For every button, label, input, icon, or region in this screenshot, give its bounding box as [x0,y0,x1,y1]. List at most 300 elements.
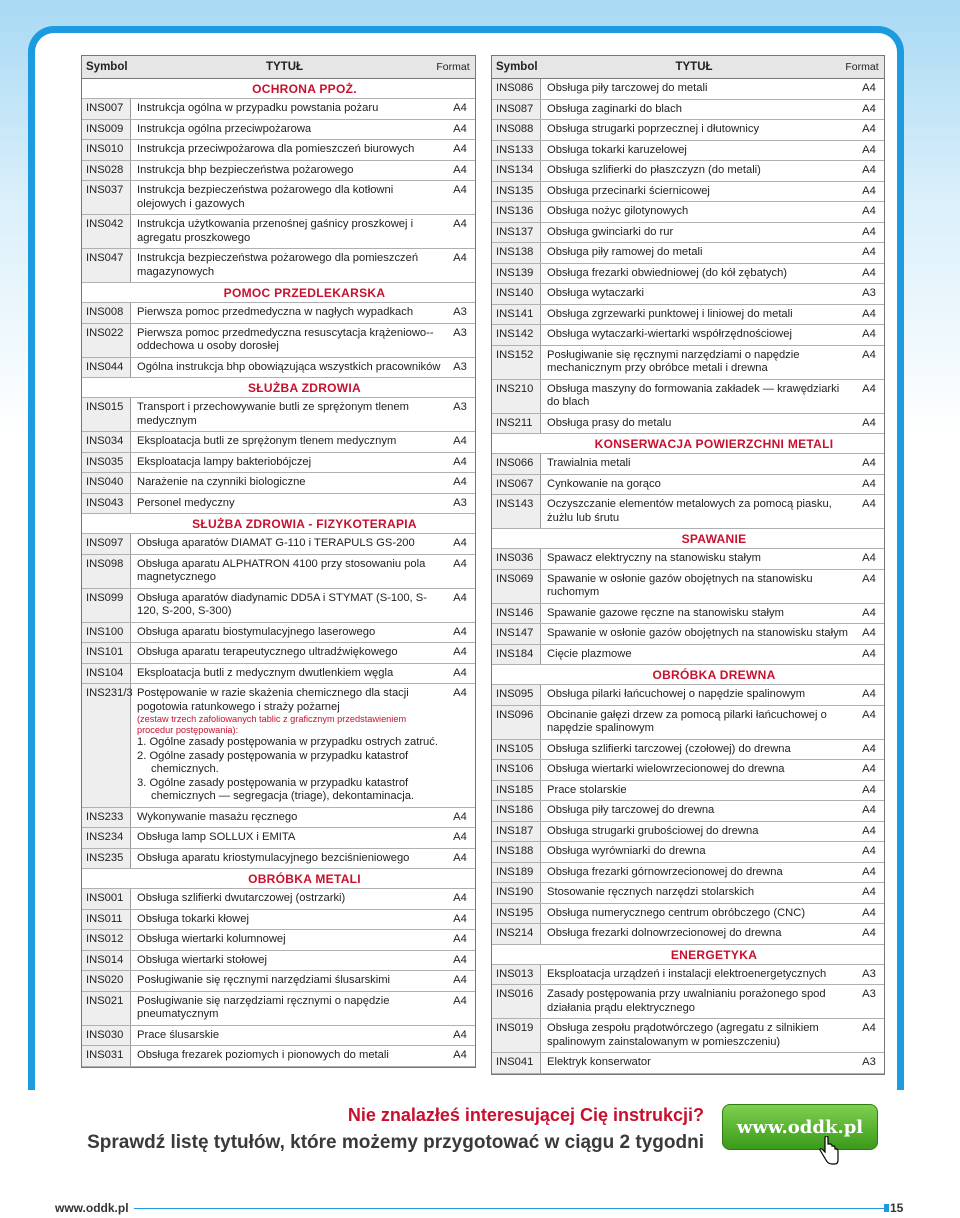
symbol-cell: INS069 [492,570,541,603]
format-cell: A4 [862,647,876,660]
header-symbol: Symbol [496,61,538,73]
title-text: Obsługa strugarki grubościowej do drewna [547,824,759,837]
table-row [492,985,884,1019]
format-cell: A3 [453,326,467,339]
table-row [492,822,884,843]
title-text: Obsługa wyrówniarki do drewna [547,845,706,857]
table-row [82,808,475,829]
symbol-cell: INS015 [82,398,131,431]
title-text: Spawanie w osłonie gazów obojętnych na stanowisku stałym [547,627,848,639]
table-body [82,79,475,1067]
table-row [82,971,475,992]
title-cell [541,414,854,434]
title-text: Obsługa aparatu ALPHATRON 4100 przy stosowaniu pola magnetycznego [137,557,426,583]
title-text: Obsługa nożyc gilotynowych [547,205,689,217]
format-cell: A4 [453,625,467,638]
title-cell [541,985,854,1018]
title-cell [541,760,854,780]
title-text: Obsługa maszyny do formowania zakładek — krawędziarki do blach [547,382,840,408]
table-row [492,624,884,645]
format-cell: A4 [862,783,876,796]
table-row [492,685,884,706]
format-cell: A3 [453,496,467,509]
symbol-cell: INS136 [492,202,541,222]
symbol-cell: INS007 [82,99,131,119]
title-cell [541,79,854,99]
title-cell [131,910,445,930]
title-cell [131,473,445,493]
symbol-cell: INS185 [492,781,541,801]
format-cell: A4 [862,627,876,639]
title-cell [541,161,854,181]
format-cell: A4 [862,205,876,217]
format-cell: A4 [862,763,876,775]
symbol-cell: INS186 [492,801,541,821]
title-text: Obsługa aparatów diadynamic DD5A i STYMAT (S-100, S-120, S-200, S-300) [137,591,427,617]
symbol-cell: INS233 [82,808,131,828]
symbol-cell: INS036 [492,549,541,569]
symbol-cell: INS133 [492,141,541,161]
title-cell [541,645,854,665]
table-header [82,56,475,79]
title-text: Instrukcja ogólna w przypadku powstania pożaru [137,102,379,114]
table-row [492,570,884,604]
title-text: Eksploatacja urządzeń i instalacji elektroenergetycznych [547,967,827,980]
table-row [492,645,884,666]
table-row [492,414,884,435]
section-heading: SŁUŻBA ZDROWIA [82,378,475,398]
table-row [492,284,884,305]
format-cell: A4 [453,953,467,966]
title-text: Obsługa piły tarczowej do metali [547,82,708,94]
title-cell [131,249,445,282]
symbol-cell: INS100 [82,623,131,643]
catalog-table-left [81,55,476,1068]
table-row [492,454,884,475]
table-row [82,494,475,515]
table-row [82,930,475,951]
section-heading: KONSERWACJA POWIERZCHNI METALI [492,434,884,454]
symbol-cell: INS088 [492,120,541,140]
title-cell [131,889,445,909]
title-cell [131,534,445,554]
title-text: Instrukcja użytkowania przenośnej gaśnicy proszkowej i agregatu proszkowego [137,218,414,244]
symbol-cell: INS146 [492,604,541,624]
symbol-cell: INS142 [492,325,541,345]
symbol-cell: INS098 [82,555,131,588]
table-row [82,889,475,910]
table-row [82,534,475,555]
format-cell: A4 [453,537,467,549]
format-cell: A3 [862,988,876,1000]
table-row [492,182,884,203]
table-row [492,863,884,884]
format-cell: A3 [453,360,467,373]
format-cell: A4 [862,225,876,238]
title-cell [131,664,445,684]
format-cell: A4 [862,708,876,721]
symbol-cell: INS139 [492,264,541,284]
title-text: Cynkowanie na gorąco [547,477,661,490]
title-cell [541,141,854,161]
symbol-cell: INS012 [82,930,131,950]
format-cell: A4 [862,477,876,490]
title-text: Instrukcja przeciwpożarowa dla pomieszczeń biurowych [137,143,415,155]
title-cell [131,849,445,869]
symbol-cell: INS134 [492,161,541,181]
symbol-cell: INS014 [82,951,131,971]
table-row [492,380,884,414]
symbol-cell: INS037 [82,181,131,214]
format-cell: A3 [862,967,876,980]
table-row [492,706,884,740]
format-cell: A4 [862,688,876,700]
format-cell: A3 [453,401,467,413]
title-text: Obsługa piły tarczowej do drewna [547,804,715,816]
title-cell [131,828,445,848]
title-cell [541,305,854,325]
catalog-table-right [491,55,885,1075]
format-cell: A4 [453,1049,467,1061]
symbol-cell: INS231/3 [82,684,131,807]
table-row [82,161,475,182]
symbol-cell: INS022 [82,324,131,357]
title-cell [541,325,854,345]
table-row [82,555,475,589]
format-cell: A4 [862,498,876,510]
website-button[interactable]: www.oddk.pl [722,1104,878,1150]
symbol-cell: INS135 [492,182,541,202]
title-cell [131,684,445,807]
table-row [82,664,475,685]
table-row [492,760,884,781]
symbol-cell: INS137 [492,223,541,243]
table-row [492,305,884,326]
title-text: Pierwsza pomoc przedmedyczna resuscytacja krążeniowo--oddechowa u osoby dorosłej [137,326,434,352]
symbol-cell: INS105 [492,740,541,760]
title-cell [131,432,445,452]
format-cell: A4 [862,606,876,619]
title-cell [131,324,445,357]
table-row [82,453,475,474]
title-cell [131,808,445,828]
title-cell [541,863,854,883]
format-cell: A3 [862,1056,876,1068]
format-cell: A4 [453,184,467,196]
format-cell: A4 [453,163,467,176]
title-cell [541,475,854,495]
title-text: Wykonywanie masażu ręcznego [137,810,298,823]
table-row [82,358,475,379]
symbol-cell: INS011 [82,910,131,930]
symbol-cell: INS001 [82,889,131,909]
symbol-cell: INS019 [492,1019,541,1052]
symbol-cell: INS210 [492,380,541,413]
section-heading: SPAWANIE [492,529,884,549]
title-text: Obsługa aparatów DIAMAT G-110 i TERAPULS GS-200 [137,537,415,549]
title-cell [131,1046,445,1066]
title-cell [541,549,854,569]
title-text: Obsługa aparatu terapeutycznego ultradźwiękowego [137,646,398,658]
table-row [492,264,884,285]
title-cell [541,100,854,120]
section-heading: POMOC PRZEDLEKARSKA [82,283,475,303]
format-cell: A4 [453,435,467,447]
format-cell: A4 [862,307,876,320]
hand-cursor-icon [818,1136,840,1166]
format-cell: A4 [862,266,876,279]
table-row [492,161,884,182]
table-row [82,623,475,644]
footer-line [134,1208,884,1209]
format-cell: A4 [453,218,467,230]
symbol-cell: INS147 [492,624,541,644]
symbol-cell: INS040 [82,473,131,493]
table-row [492,100,884,121]
format-cell: A4 [862,906,876,919]
title-text: Obsługa frezarki górnowrzecionowej do drewna [547,865,783,878]
symbol-cell: INS143 [492,495,541,528]
format-cell: A4 [862,824,876,837]
symbol-cell: INS234 [82,828,131,848]
symbol-cell: INS096 [492,706,541,739]
title-text: Eksploatacja lampy bakteriobójczej [137,455,312,468]
title-cell [541,965,854,985]
table-row [82,398,475,432]
table-row [492,904,884,925]
title-text: Instrukcja bezpieczeństwa pożarowego dla pomieszczeń magazynowych [137,252,419,278]
title-text: Obsługa zgrzewarki punktowej i liniowej do metali [547,307,793,320]
title-cell [541,781,854,801]
format-cell: A4 [862,416,876,429]
title-text: Obsługa szlifierki dwutarczowej (ostrzarki) [137,892,346,904]
title-cell [541,570,854,603]
table-row [82,992,475,1026]
title-text: Spawanie w osłonie gazów obojętnych na stanowisku ruchomym [547,572,813,598]
symbol-cell: INS187 [492,822,541,842]
title-text: Obsługa wiertarki stołowej [137,953,267,966]
title-text: Obsługa frezarki dolnowrzecionowej do drewna [547,927,782,939]
footer-marker [884,1204,889,1212]
title-cell [541,284,854,304]
symbol-cell: INS043 [82,494,131,514]
title-cell [131,215,445,248]
symbol-cell: INS008 [82,303,131,323]
title-cell [541,1053,854,1073]
title-cell [541,454,854,474]
title-cell [131,358,445,378]
section-heading: OBRÓBKA DREWNA [492,665,884,685]
title-cell [131,643,445,663]
symbol-cell: INS106 [492,760,541,780]
page-number: 15 [890,1201,904,1215]
section-heading: SŁUŻBA ZDROWIA - FIZYKOTERAPIA [82,514,475,534]
title-text: Obsługa zaginarki do blach [547,102,682,115]
title-cell [541,904,854,924]
title-text: Obsługa pilarki łańcuchowej o napędzie spalinowym [547,688,806,700]
title-cell [541,380,854,413]
format-cell: A4 [862,927,876,939]
title-text: Spawacz elektryczny na stanowisku stałym [547,552,761,564]
table-row [492,924,884,945]
title-text: Obsługa tokarki kłowej [137,912,249,925]
table-row [82,849,475,870]
table-row [82,120,475,141]
title-text: Spawanie gazowe ręczne na stanowisku stałym [547,606,784,619]
table-row [492,475,884,496]
title-cell [541,685,854,705]
table-row [82,910,475,931]
symbol-cell: INS104 [82,664,131,684]
title-text: Obsługa frezarek poziomych i pionowych do metali [137,1049,389,1061]
table-row [82,432,475,453]
symbol-cell: INS013 [492,965,541,985]
table-row [82,589,475,623]
format-cell: A4 [862,164,876,176]
format-cell: A4 [453,810,467,823]
format-cell: A4 [453,557,467,570]
format-cell: A4 [453,143,467,155]
table-row [492,495,884,529]
title-cell [541,842,854,862]
title-cell [541,740,854,760]
title-cell [131,555,445,588]
format-cell: A4 [453,666,467,679]
title-cell [541,182,854,202]
table-row [82,951,475,972]
table-row [492,604,884,625]
title-text: Elektryk konserwator [547,1056,651,1068]
title-list-item: 1. Ogólne zasady postępowania w przypadku ostrych zatruć. [137,736,438,748]
title-text: Trawialnia metali [547,457,631,469]
title-cell [541,924,854,944]
title-text: Eksploatacja butli z medycznym dwutlenkiem węgla [137,666,394,679]
table-row [82,473,475,494]
format-cell: A4 [453,122,467,135]
title-text: Stosowanie ręcznych narzędzi stolarskich [547,886,755,898]
section-heading: OCHRONA PPOŻ. [82,79,475,99]
title-text: Instrukcja ogólna przeciwpożarowa [137,122,312,135]
table-row [492,325,884,346]
format-cell: A4 [862,552,876,564]
title-text: Obsługa wiertarki kolumnowej [137,933,286,945]
title-text: Obsługa piły ramowej do metali [547,246,703,258]
title-text: Personel medyczny [137,496,235,509]
format-cell: A4 [862,82,876,94]
title-cell [541,495,854,528]
title-cell [541,120,854,140]
title-text: Obsługa wytaczarki-wiertarki współrzędnościowej [547,328,792,340]
format-cell: A4 [453,455,467,468]
header-format: Format [436,61,470,73]
title-text: Instrukcja bezpieczeństwa pożarowego dla kotłowni olejowych i gazowych [137,184,394,210]
format-cell: A4 [453,851,467,864]
footer-site: www.oddk.pl [55,1201,129,1215]
table-row [492,965,884,986]
title-cell [131,992,445,1025]
symbol-cell: INS189 [492,863,541,883]
title-text: Instrukcja bhp bezpieczeństwa pożarowego [137,163,354,176]
symbol-cell: INS195 [492,904,541,924]
title-list-item: 3. Ogólne zasady postępowania w przypadku katastrof chemicznych — segregacja (triage), dekontaminacja. [137,776,415,802]
header-title: TYTUŁ [675,61,713,73]
symbol-cell: INS184 [492,645,541,665]
title-cell [541,706,854,739]
table-row [492,1053,884,1074]
title-text: Obsługa gwinciarki do rur [547,225,674,238]
format-cell: A4 [862,184,876,197]
title-cell [131,623,445,643]
format-cell: A4 [453,102,467,114]
table-row [82,249,475,283]
title-text: Cięcie plazmowe [547,647,632,660]
table-row [492,883,884,904]
symbol-cell: INS097 [82,534,131,554]
title-text: Obsługa wiertarki wielowrzecionowej do drewna [547,763,785,775]
title-text: Obsługa tokarki karuzelowej [547,143,687,156]
format-cell: A4 [862,572,876,585]
format-cell: A4 [453,1028,467,1041]
table-row [492,801,884,822]
symbol-cell: INS086 [492,79,541,99]
title-cell [541,883,854,903]
symbol-cell: INS095 [492,685,541,705]
format-cell: A4 [453,831,467,843]
title-text: Posługiwanie się ręcznymi narzędziami ślusarskimi [137,974,391,986]
title-text: Prace ślusarskie [137,1028,220,1041]
table-row [492,141,884,162]
format-cell: A3 [862,287,876,299]
symbol-cell: INS101 [82,643,131,663]
format-cell: A4 [862,123,876,135]
table-row [82,215,475,249]
title-cell [131,951,445,971]
title-text: Obsługa frezarki obwiedniowej (do kół zębatych) [547,266,788,279]
title-text: Zasady postępowania przy uwalnianiu porażonego spod działania prądu elektrycznego [547,988,826,1014]
format-cell: A4 [862,328,876,340]
title-text: Transport i przechowywanie butli ze sprężonym tlenem medycznym [137,401,409,427]
table-row [492,549,884,570]
title-text: Postępowanie w razie skażenia chemicznego dla stacji pogotowia ratunkowego i straży pożarnej [137,687,409,713]
format-cell: A4 [862,742,876,755]
symbol-cell: INS044 [82,358,131,378]
section-heading: OBRÓBKA METALI [82,869,475,889]
title-text: Obsługa prasy do metalu [547,416,672,429]
table-row [82,1026,475,1047]
title-cell [131,120,445,140]
title-cell [131,161,445,181]
title-text: Obsługa lamp SOLLUX i EMITA [137,831,296,843]
format-cell: A4 [862,382,876,395]
title-text: Posługiwanie się narzędziami ręcznymi o napędzie pneumatycznym [137,994,390,1020]
table-row [82,324,475,358]
symbol-cell: INS041 [492,1053,541,1073]
header-format: Format [845,61,879,73]
table-row [492,1019,884,1053]
symbol-cell: INS066 [492,454,541,474]
symbol-cell: INS030 [82,1026,131,1046]
table-row [82,828,475,849]
format-cell: A4 [453,892,467,904]
format-cell: A4 [453,476,467,488]
title-text: Posługiwanie się ręcznymi narzędziami o napędzie mechanicznym przy obróbce metali i drewna [547,348,800,374]
format-cell: A4 [453,646,467,658]
symbol-cell: INS067 [492,475,541,495]
title-cell [131,398,445,431]
symbol-cell: INS016 [492,985,541,1018]
symbol-cell: INS099 [82,589,131,622]
table-header [492,56,884,79]
